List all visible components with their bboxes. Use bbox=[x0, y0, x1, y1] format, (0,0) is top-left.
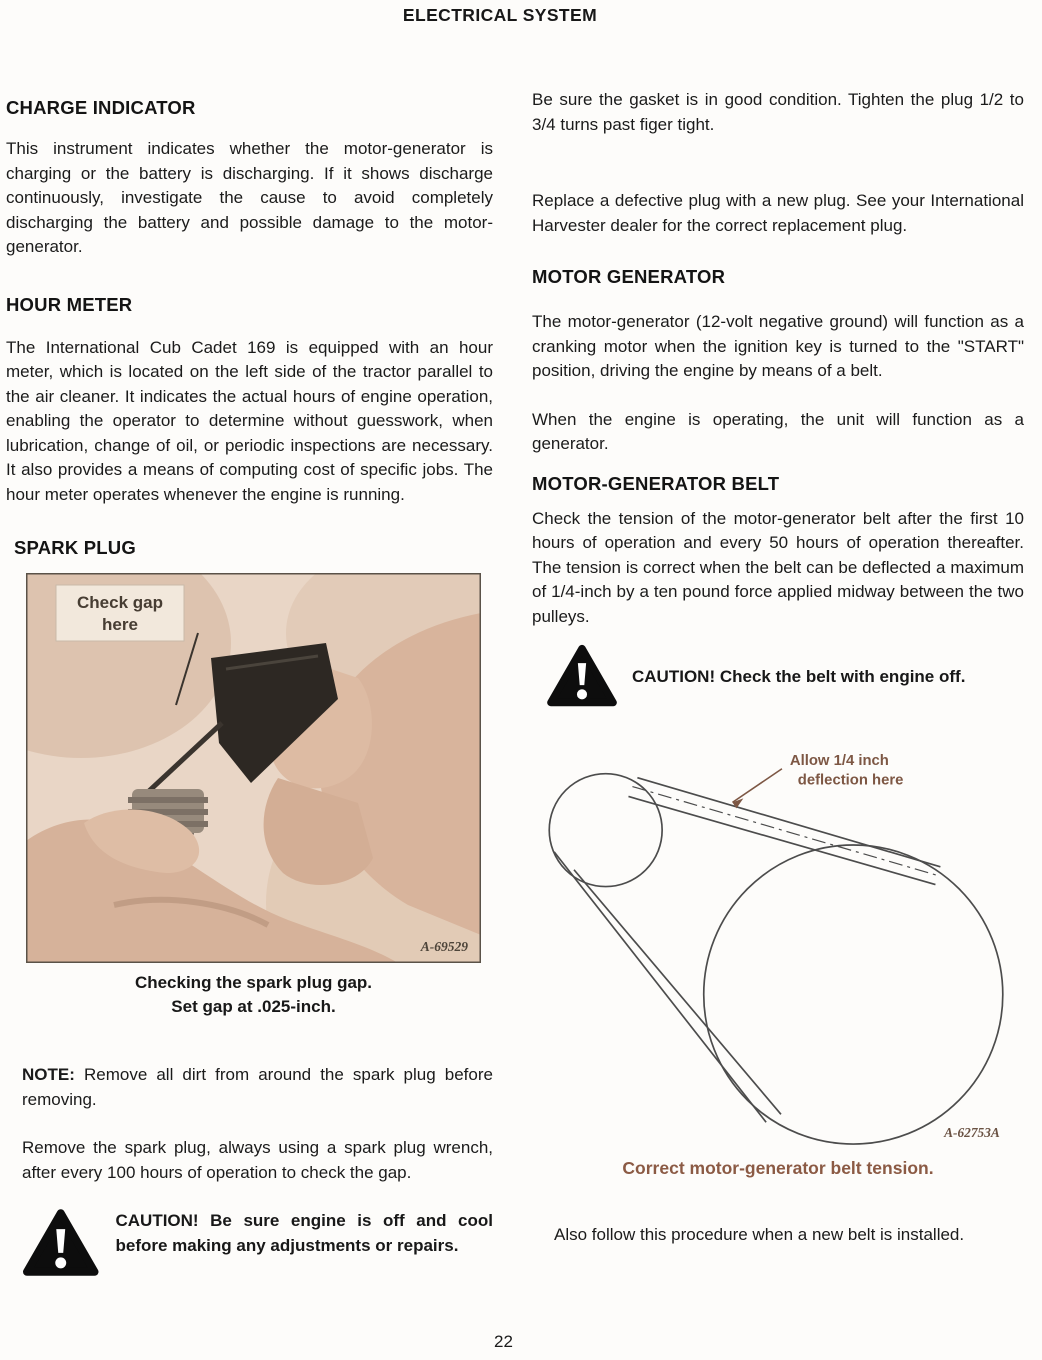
spark-plug-photo-illustration bbox=[26, 573, 481, 963]
belt-bottom-edge bbox=[628, 796, 935, 884]
warning-triangle-icon bbox=[22, 1207, 99, 1279]
charge-indicator-paragraph: This instrument indicates whether the motor-generator is charging or the battery is discharging. If it shows discharge continuously, investigate the cause to avoid completely discharging the battery and possible damage to the motor-generator. bbox=[6, 139, 493, 256]
caution-label-left: CAUTION! bbox=[115, 1211, 199, 1230]
caution-block-right bbox=[546, 643, 1024, 709]
caution-text-right bbox=[632, 663, 1020, 690]
hour-meter-paragraph: The International Cub Cadet 169 is equipped with an hour meter, which is located on the left side of the tractor parallel to the air cleaner. It indicates the actual hours of engine operation, enabling the operator to determine without guesswork, when lubrication, change of oil, or periodic inspections are necessary. It also provides a means of computing cost of specific jobs. The hour meter operates whenever the engine is running. bbox=[6, 337, 493, 504]
replace-plug-paragraph: Replace a defective plug with a new plug. See your International Harvester dealer for the correct replacement plug. bbox=[532, 191, 1024, 235]
caution-body-right: Check the belt with engine off. bbox=[719, 666, 966, 686]
photo-code: A-69529 bbox=[420, 939, 468, 954]
heading-spark-plug: SPARK PLUG bbox=[14, 537, 136, 558]
spark-plug-photo bbox=[26, 573, 481, 963]
diagram-annotation-line1: Allow 1/4 inch bbox=[789, 752, 889, 769]
belt-top-edge bbox=[637, 778, 940, 867]
left-column bbox=[6, 97, 493, 1279]
belt-diagram-figure bbox=[532, 741, 1024, 1179]
diagram-annotation-line2: deflection here bbox=[797, 772, 904, 789]
caution-text-left bbox=[115, 1207, 493, 1258]
diagram-caption: Correct motor-generator belt tension. bbox=[622, 1158, 934, 1178]
note-paragraph bbox=[22, 1063, 493, 1112]
remove-plug-paragraph: Remove the spark plug, always using a spark plug wrench, after every 100 hours of operation to check the gap. bbox=[22, 1138, 493, 1182]
spark-plug-figure bbox=[26, 573, 481, 1019]
right-column bbox=[532, 88, 1024, 1248]
belt-return-edge-2 bbox=[574, 870, 781, 1115]
motor-generator-paragraph-2: When the engine is operating, the unit will function as a generator. bbox=[532, 409, 1024, 453]
svg-text:Check gap: Check gap bbox=[77, 593, 163, 612]
belt-tension-paragraph: Check the tension of the motor-generator belt after the first 10 hours of operation and every 50 hours of operation thereafter. The tension is correct when the belt can be deflected a maximum of 1/4-inch by a ten pound force applied midway between the two pulleys. bbox=[532, 508, 1024, 626]
caution-body-left: Be sure engine is off and cool before making any adjustments or repairs. bbox=[115, 1211, 493, 1255]
annotation-arrow bbox=[732, 769, 782, 803]
photo-caption-line1: Checking the spark plug gap. bbox=[134, 973, 373, 992]
pulley-belt-diagram bbox=[532, 741, 1024, 1149]
svg-text:here: here bbox=[102, 615, 138, 634]
photo-caption-line2: Set gap at .025-inch. bbox=[171, 997, 336, 1016]
warning-triangle-icon bbox=[546, 643, 618, 709]
photo-callout-check-gap bbox=[56, 585, 184, 641]
also-paragraph: Also follow this procedure when a new belt is installed. bbox=[554, 1225, 965, 1244]
heading-hour-meter: HOUR METER bbox=[6, 293, 133, 315]
caution-block-left bbox=[22, 1207, 493, 1279]
note-label: NOTE: bbox=[22, 1065, 75, 1084]
heading-motor-generator-belt: MOTOR-GENERATOR BELT bbox=[532, 472, 780, 494]
heading-motor-generator: MOTOR GENERATOR bbox=[532, 266, 726, 287]
motor-generator-paragraph-1: The motor-generator (12-volt negative ground) will function as a cranking motor when the ignition key is turned to the "START" position, driving the engine by means of a belt. bbox=[532, 312, 1024, 380]
heading-charge-indicator: CHARGE INDICATOR bbox=[6, 97, 196, 118]
page-number: 22 bbox=[494, 1332, 513, 1351]
diagram-code: A-62753A bbox=[944, 1125, 1000, 1141]
caution-label-right: CAUTION! bbox=[632, 666, 716, 686]
note-body: Remove all dirt from around the spark plug before removing. bbox=[22, 1065, 493, 1109]
belt-return-edge-1 bbox=[554, 852, 766, 1122]
gasket-paragraph: Be sure the gasket is in good condition. Tighten the plug 1/2 to 3/4 turns past figer tight. bbox=[532, 90, 1024, 134]
deflection-centerline bbox=[632, 787, 938, 876]
page-title: ELECTRICAL SYSTEM bbox=[402, 5, 598, 25]
photo-caption bbox=[26, 971, 481, 1019]
